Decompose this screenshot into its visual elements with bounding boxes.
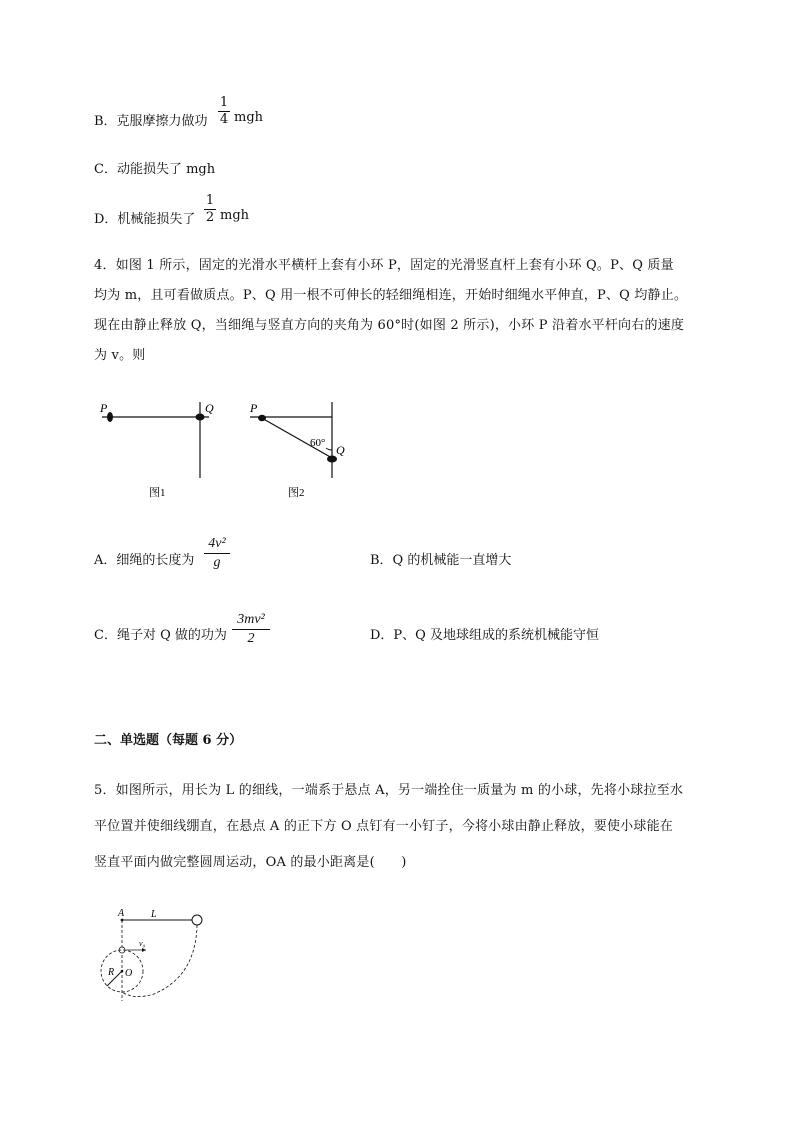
- q5-stem: [94, 773, 714, 881]
- label-o: O: [125, 968, 133, 979]
- ring-p-fig1: [107, 412, 113, 422]
- q4-option-a: [94, 536, 354, 580]
- q3-option-b-fraction: 1 4: [219, 95, 229, 127]
- q3-option-b-unit: mgh: [234, 110, 264, 125]
- q4-option-c-fraction: 3mv² 2: [232, 612, 270, 647]
- q4-figure: [94, 396, 354, 502]
- label-l: L: [151, 909, 157, 920]
- ring-q-fig1: [196, 414, 205, 421]
- q5-figure: [94, 906, 214, 1006]
- label-r: R: [108, 967, 115, 978]
- label-q-fig1: Q: [205, 401, 214, 415]
- caption-fig1: 图1: [149, 487, 166, 499]
- q3-option-d-label: D．机械能损失了: [94, 212, 196, 227]
- q5-line-3: 竖直平面内做完整圆周运动，OA 的最小距离是( ): [94, 855, 407, 870]
- q4-line-1: 4．如图 1 所示，固定的光滑水平横杆上套有小环 P，固定的光滑竖直杆上套有小环 Q。P、Q 质量: [94, 258, 674, 273]
- q4-option-d: D．P、Q 及地球组成的系统机械能守恒: [370, 628, 599, 643]
- q4-line-4: 为 v。则: [94, 348, 146, 363]
- q4-option-b: B．Q 的机械能一直增大: [370, 553, 512, 568]
- section-2-title: 二、单选题（每题 6 分）: [94, 733, 243, 748]
- q4-stem: [94, 251, 714, 371]
- label-v0: v₀: [139, 939, 146, 948]
- q5-line-2: 平位置并使细线绷直，在悬点 A 的正下方 O 点钉有一小钉子，今将小球由静止释放，要使小球能在: [94, 819, 673, 834]
- q4-option-a-fraction: 4v² g: [204, 536, 230, 571]
- q3-option-c: C．动能损失了 mgh: [94, 162, 216, 177]
- label-angle-fig2: 60°: [310, 437, 326, 449]
- q3-option-d-unit: mgh: [220, 208, 250, 223]
- ball: [192, 915, 202, 925]
- q4-option-c: [94, 612, 354, 656]
- caption-fig2: 图2: [288, 487, 305, 499]
- label-a: A: [118, 908, 125, 919]
- q3-option-d-fraction: 1 2: [205, 193, 215, 225]
- q3-option-b-label: B．克服摩擦力做功: [94, 114, 208, 129]
- label-p-fig1: P: [100, 401, 108, 415]
- q4-line-3: 现在由静止释放 Q，当细绳与竖直方向的夹角为 60°时(如图 2 所示)，小环 P 沿着水平杆向右的速度: [94, 318, 685, 333]
- label-q-fig2: Q: [336, 443, 345, 457]
- label-p-fig2: P: [250, 401, 258, 415]
- q4-option-a-label: A．细绳的长度为: [94, 553, 195, 568]
- q5-line-1: 5．如图所示，用长为 L 的细线，一端系于悬点 A，另一端拴住一质量为 m 的小球，先将小球拉至水: [94, 783, 684, 798]
- ring-p-fig2: [258, 415, 266, 421]
- q4-line-2: 均为 m，且可看做质点。P、Q 用一根不可伸长的轻细绳相连，开始时细绳水平伸直，P、Q 均静止。: [94, 288, 688, 303]
- q4-option-c-label: C．绳子对 Q 做的功为: [94, 628, 227, 643]
